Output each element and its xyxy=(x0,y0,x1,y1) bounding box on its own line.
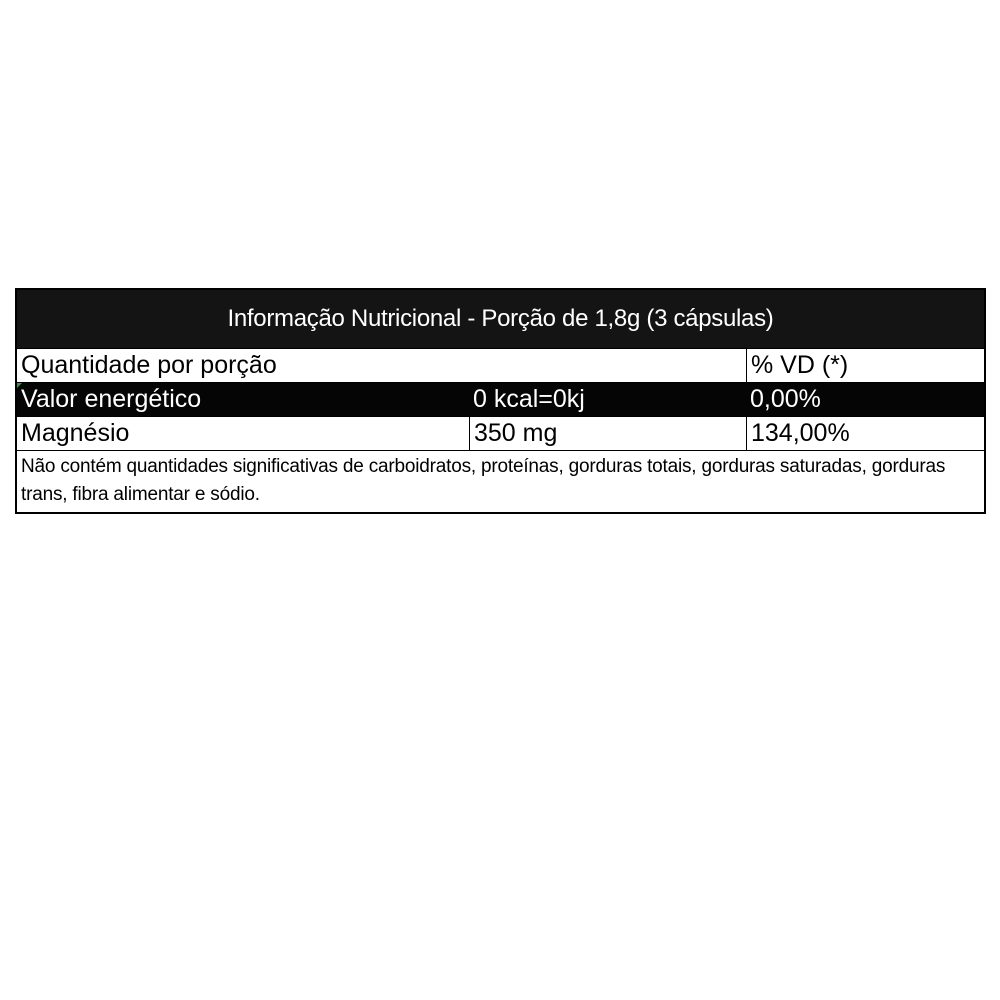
table-footnote: Não contém quantidades significativas de carboidratos, proteínas, gorduras totais, gorduras saturadas, gorduras trans, fibra alimentar e sódio. xyxy=(17,450,984,512)
cell-corner-marker xyxy=(17,383,22,388)
nutrient-daily-value: 0,00% xyxy=(750,385,821,413)
quantity-per-serving-header: Quantidade por porção xyxy=(21,351,277,379)
nutrient-amount: 0 kcal=0kj xyxy=(473,385,585,413)
nutrient-name xyxy=(17,383,469,416)
nutrient-name-text: Valor energético xyxy=(21,385,202,413)
table-title: Informação Nutricional - Porção de 1,8g (3 cápsulas) xyxy=(17,290,984,348)
nutrient-amount: 350 mg xyxy=(469,417,746,450)
nutrient-name: Magnésio xyxy=(21,419,130,447)
table-row xyxy=(17,416,984,450)
table-row xyxy=(17,382,984,416)
daily-value-header: % VD (*) xyxy=(746,349,984,382)
table-header-row xyxy=(17,348,984,382)
nutrition-facts-table xyxy=(15,288,986,514)
nutrient-daily-value: 134,00% xyxy=(746,417,984,450)
